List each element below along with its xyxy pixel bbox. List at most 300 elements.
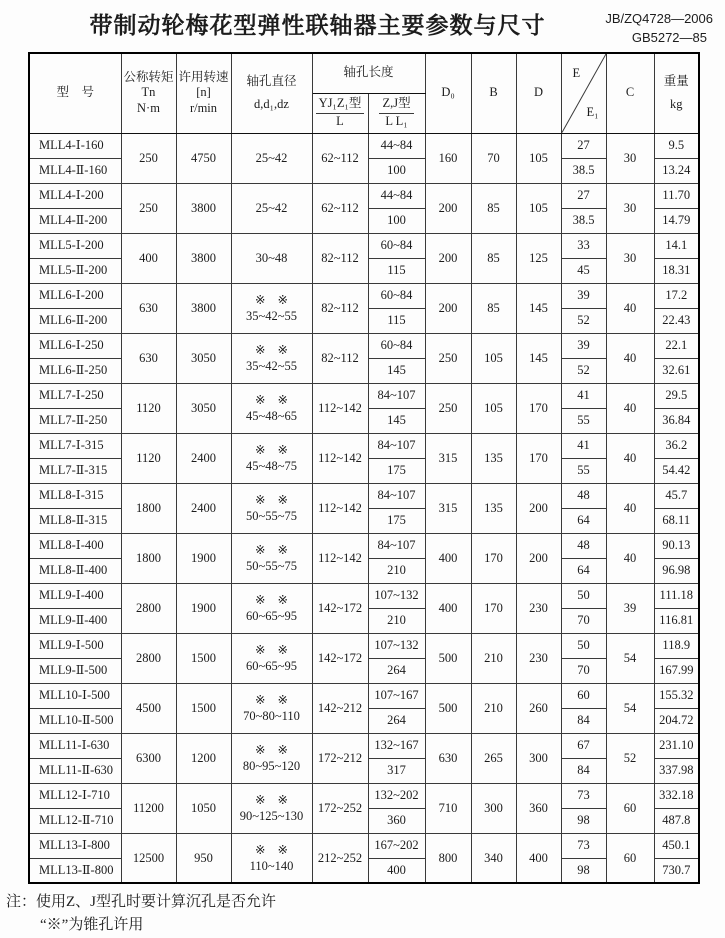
weight-cell: 116.81 [654,608,699,633]
speed-symbol: [n] [196,85,211,100]
speed-cell: 3800 [176,183,231,233]
yj-length-cell: 142~212 [312,683,368,733]
b-cell: 70 [471,133,516,183]
c-cell: 60 [606,783,654,833]
weight-cell: 32.61 [654,358,699,383]
e1-cell: 52 [561,308,606,333]
zj-length-cell: 210 [368,558,425,583]
bore-diameter-range: 30~48 [255,250,288,265]
model-cell: MLL6-Ⅰ-200 [29,283,121,308]
torque-cell: 6300 [121,733,176,783]
zj-length-cell: 60~84 [368,333,425,358]
model-cell: MLL7-Ⅱ-250 [29,408,121,433]
c-cell: 40 [606,533,654,583]
zj-length-cell: 264 [368,708,425,733]
taper-bore-marks: ※ ※ [254,743,289,758]
b-cell: 170 [471,583,516,633]
speed-cell: 1500 [176,633,231,683]
zj-length-cell: 84~107 [368,533,425,558]
page-title: 带制动轮梅花型弹性联轴器主要参数与尺寸 [89,12,546,38]
zj-length-cell: 107~132 [368,583,425,608]
speed-unit: r/min [189,101,218,116]
torque-cell: 400 [121,233,176,283]
torque-cell: 250 [121,133,176,183]
d0-cell: 400 [425,533,471,583]
bore-diameter-cell [231,433,312,483]
taper-bore-marks: ※ ※ [254,293,289,308]
zj-length-cell: 132~202 [368,783,425,808]
weight-cell: 36.84 [654,408,699,433]
b-cell: 105 [471,333,516,383]
table-row [29,433,699,458]
weight-cell: 14.1 [654,233,699,258]
weight-cell: 68.11 [654,508,699,533]
torque-cell: 12500 [121,833,176,883]
model-cell: MLL11-Ⅱ-630 [29,758,121,783]
c-cell: 40 [606,433,654,483]
zj-length-cell: 132~167 [368,733,425,758]
weight-unit: kg [670,97,683,112]
e1-cell: 55 [561,458,606,483]
d-cell: 230 [516,583,561,633]
model-cell: MLL9-Ⅰ-500 [29,633,121,658]
yj-length-cell: 172~212 [312,733,368,783]
zj-length-cell: 360 [368,808,425,833]
b-cell: 135 [471,483,516,533]
zj-type-label: Z,J型 [379,96,413,114]
model-cell: MLL13-Ⅰ-800 [29,833,121,858]
model-cell: MLL5-Ⅱ-200 [29,258,121,283]
bore-diameter-range: 90~125~130 [239,809,304,824]
col-header-bore-length: 轴孔长度 [312,53,425,93]
table-row [29,683,699,708]
yj-length-cell: 62~112 [312,183,368,233]
weight-cell: 96.98 [654,558,699,583]
speed-cell: 1200 [176,733,231,783]
weight-cell: 11.70 [654,183,699,208]
zj-length-cell: 317 [368,758,425,783]
footnote-2: “※”为锥孔许用 [40,917,144,934]
model-cell: MLL8-Ⅱ-315 [29,508,121,533]
b-cell: 170 [471,533,516,583]
diagonal-divider-line [562,54,606,133]
table-row [29,483,699,508]
col-header-e-e1 [561,53,606,133]
d0-cell: 250 [425,383,471,433]
e1-cell: 84 [561,708,606,733]
d-cell: 105 [516,133,561,183]
c-cell: 39 [606,583,654,633]
e1-cell: 98 [561,808,606,833]
weight-cell: 332.18 [654,783,699,808]
bore-diameter-range: 50~55~75 [245,559,298,574]
col-header-zj-type [368,93,425,133]
model-cell: MLL10-Ⅰ-500 [29,683,121,708]
yj-type-label: YJ₁Z₁型 [316,96,365,114]
bore-diameter-range: 45~48~75 [245,459,298,474]
e-cell: 39 [561,333,606,358]
torque-cell: 4500 [121,683,176,733]
zj-length-cell: 60~84 [368,233,425,258]
model-cell: MLL4-Ⅰ-160 [29,133,121,158]
bore-diameter-range: 25~42 [255,200,288,215]
b-cell: 300 [471,783,516,833]
taper-bore-marks: ※ ※ [254,343,289,358]
yj-length-cell: 82~112 [312,283,368,333]
weight-cell: 155.32 [654,683,699,708]
zj-length-cell: 175 [368,458,425,483]
table-row [29,783,699,808]
weight-cell: 36.2 [654,433,699,458]
yj-length-symbol: L [336,114,344,128]
weight-cell: 231.10 [654,733,699,758]
bore-diameter-cell [231,383,312,433]
e1-cell: 70 [561,608,606,633]
e-cell: 27 [561,183,606,208]
table-row [29,533,699,558]
d0-cell: 160 [425,133,471,183]
c-cell: 40 [606,333,654,383]
zj-length-cell: 167~202 [368,833,425,858]
d-cell: 300 [516,733,561,783]
model-cell: MLL7-Ⅰ-250 [29,383,121,408]
e-cell: 27 [561,133,606,158]
model-cell: MLL9-Ⅱ-500 [29,658,121,683]
b-cell: 265 [471,733,516,783]
c-cell: 52 [606,733,654,783]
c-cell: 40 [606,383,654,433]
bore-diameter-range: 35~42~55 [245,359,298,374]
torque-cell: 2800 [121,583,176,633]
speed-cell: 1900 [176,583,231,633]
table-row [29,833,699,858]
speed-cell: 3800 [176,233,231,283]
bore-diameter-range: 60~65~95 [245,609,298,624]
zj-length-cell: 210 [368,608,425,633]
zj-length-cell: 44~84 [368,183,425,208]
model-cell: MLL8-Ⅱ-400 [29,558,121,583]
model-cell: MLL6-Ⅱ-200 [29,308,121,333]
bore-diameter-range: 70~80~110 [243,709,300,724]
speed-cell: 1050 [176,783,231,833]
bore-diameter-symbols: d,d₁,dz [254,97,289,112]
model-cell: MLL7-Ⅱ-315 [29,458,121,483]
c-cell: 30 [606,183,654,233]
zj-length-cell: 60~84 [368,283,425,308]
zj-length-cell: 100 [368,158,425,183]
zj-length-cell: 175 [368,508,425,533]
bore-diameter-cell [231,733,312,783]
d0-cell: 630 [425,733,471,783]
speed-cell: 1500 [176,683,231,733]
b-cell: 135 [471,433,516,483]
torque-cell: 630 [121,333,176,383]
zj-length-cell: 100 [368,208,425,233]
bore-diameter-cell [231,483,312,533]
zj-length-cell: 115 [368,258,425,283]
b-cell: 105 [471,383,516,433]
model-cell: MLL12-Ⅰ-710 [29,783,121,808]
e1-cell: 64 [561,508,606,533]
e-cell: 48 [561,533,606,558]
weight-cell: 118.9 [654,633,699,658]
d0-cell: 200 [425,283,471,333]
c-cell: 60 [606,833,654,883]
col-header-d: D [516,53,561,133]
torque-label: 公称转矩 [123,69,174,84]
weight-cell: 45.7 [654,483,699,508]
e1-cell: 38.5 [561,208,606,233]
torque-cell: 11200 [121,783,176,833]
yj-length-cell: 112~142 [312,533,368,583]
torque-cell: 250 [121,183,176,233]
col-header-d0: D₀ [425,53,471,133]
d-cell: 170 [516,433,561,483]
model-cell: MLL8-Ⅰ-315 [29,483,121,508]
c-cell: 54 [606,683,654,733]
e1-cell: 70 [561,658,606,683]
footnotes [6,891,725,938]
d-cell: 400 [516,833,561,883]
zj-length-cell: 264 [368,658,425,683]
speed-cell: 950 [176,833,231,883]
taper-bore-marks: ※ ※ [254,793,289,808]
speed-cell: 1900 [176,533,231,583]
zj-length-cell: 84~107 [368,483,425,508]
b-cell: 85 [471,183,516,233]
table-body [29,133,699,883]
weight-cell: 9.5 [654,133,699,158]
weight-cell: 111.18 [654,583,699,608]
e1-cell: 38.5 [561,158,606,183]
weight-cell: 54.42 [654,458,699,483]
col-header-yj-type [312,93,368,133]
table-row [29,333,699,358]
model-cell: MLL9-Ⅰ-400 [29,583,121,608]
e1-cell: 52 [561,358,606,383]
zj-length-cell: 107~132 [368,633,425,658]
yj-length-cell: 112~142 [312,383,368,433]
b-cell: 210 [471,633,516,683]
e-label: E [572,66,581,80]
e-cell: 50 [561,583,606,608]
bore-diameter-cell [231,583,312,633]
speed-cell: 3050 [176,333,231,383]
table-row [29,583,699,608]
d-cell: 145 [516,333,561,383]
taper-bore-marks: ※ ※ [254,843,289,858]
yj-length-cell: 212~252 [312,833,368,883]
bore-diameter-cell [231,283,312,333]
d0-cell: 315 [425,483,471,533]
bore-diameter-range: 80~95~120 [242,759,301,774]
d0-cell: 250 [425,333,471,383]
weight-cell: 22.43 [654,308,699,333]
d-cell: 200 [516,533,561,583]
e1-cell: 64 [561,558,606,583]
col-header-torque [121,53,176,133]
model-cell: MLL9-Ⅱ-400 [29,608,121,633]
taper-bore-marks: ※ ※ [254,443,289,458]
col-header-b: B [471,53,516,133]
bore-diameter-range: 50~55~75 [245,509,298,524]
taper-bore-marks: ※ ※ [254,643,289,658]
weight-cell: 29.5 [654,383,699,408]
taper-bore-marks: ※ ※ [254,693,289,708]
weight-cell: 13.24 [654,158,699,183]
bore-diameter-cell [231,833,312,883]
model-cell: MLL4-Ⅰ-200 [29,183,121,208]
zj-length-cell: 145 [368,408,425,433]
zj-length-cell: 145 [368,358,425,383]
weight-cell: 450.1 [654,833,699,858]
bore-diameter-cell [231,533,312,583]
c-cell: 40 [606,483,654,533]
e-cell: 33 [561,233,606,258]
d-cell: 260 [516,683,561,733]
model-cell: MLL4-Ⅱ-160 [29,158,121,183]
speed-label: 许用转速 [178,69,229,84]
col-header-weight [654,53,699,133]
torque-cell: 1800 [121,483,176,533]
torque-cell: 1800 [121,533,176,583]
taper-bore-marks: ※ ※ [254,543,289,558]
col-header-bore-diameter [231,53,312,133]
weight-cell: 18.31 [654,258,699,283]
weight-cell: 167.99 [654,658,699,683]
e-cell: 73 [561,783,606,808]
parameters-table [28,52,700,884]
d0-cell: 400 [425,583,471,633]
table-row [29,233,699,258]
table-row [29,183,699,208]
d0-cell: 710 [425,783,471,833]
yj-length-cell: 82~112 [312,333,368,383]
bore-diameter-cell [231,333,312,383]
table-row [29,383,699,408]
torque-symbol: Tn [141,85,156,100]
yj-length-cell: 142~172 [312,583,368,633]
weight-label: 重量 [663,73,689,88]
d-cell: 105 [516,183,561,233]
speed-cell: 3050 [176,383,231,433]
model-cell: MLL6-Ⅰ-250 [29,333,121,358]
header-bar [0,0,725,52]
model-cell: MLL8-Ⅰ-400 [29,533,121,558]
b-cell: 85 [471,233,516,283]
c-cell: 40 [606,283,654,333]
e-cell: 39 [561,283,606,308]
b-cell: 340 [471,833,516,883]
torque-cell: 2800 [121,633,176,683]
col-header-model: 型 号 [29,53,121,133]
e1-cell: 45 [561,258,606,283]
c-cell: 30 [606,133,654,183]
yj-length-cell: 82~112 [312,233,368,283]
d0-cell: 500 [425,633,471,683]
c-cell: 54 [606,633,654,683]
bore-diameter-cell [231,783,312,833]
weight-cell: 487.8 [654,808,699,833]
table-header [29,53,699,133]
e-cell: 41 [561,383,606,408]
bore-diameter-range: 35~42~55 [245,309,298,324]
e-cell: 67 [561,733,606,758]
b-cell: 85 [471,283,516,333]
d-cell: 170 [516,383,561,433]
d-cell: 145 [516,283,561,333]
bore-diameter-cell [231,133,312,183]
standard-number-1: JB/ZQ4728—2006 [605,11,713,26]
torque-unit: N·m [137,101,160,116]
bore-diameter-range: 60~65~95 [245,659,298,674]
d0-cell: 200 [425,183,471,233]
model-cell: MLL5-Ⅰ-200 [29,233,121,258]
torque-cell: 1120 [121,383,176,433]
yj-length-cell: 142~172 [312,633,368,683]
speed-cell: 4750 [176,133,231,183]
table-row [29,283,699,308]
bore-diameter-range: 45~48~65 [245,409,298,424]
zj-length-cell: 84~107 [368,433,425,458]
e1-cell: 98 [561,858,606,883]
model-cell: MLL4-Ⅱ-200 [29,208,121,233]
weight-cell: 14.79 [654,208,699,233]
bore-diameter-cell [231,633,312,683]
zj-length-cell: 44~84 [368,133,425,158]
d0-cell: 200 [425,233,471,283]
e1-label: E₁ [586,104,599,119]
zj-length-cell: 400 [368,858,425,883]
table-row [29,633,699,658]
zj-length-cell: 107~167 [368,683,425,708]
taper-bore-marks: ※ ※ [254,493,289,508]
col-header-speed [176,53,231,133]
d-cell: 360 [516,783,561,833]
standard-number-2: GB5272—85 [631,29,707,45]
zj-length-symbol: L L₁ [385,114,408,128]
yj-length-cell: 62~112 [312,133,368,183]
zj-length-cell: 84~107 [368,383,425,408]
weight-cell: 337.98 [654,758,699,783]
standards-block [565,7,713,48]
torque-cell: 630 [121,283,176,333]
bore-diameter-cell [231,683,312,733]
d0-cell: 800 [425,833,471,883]
col-header-c: C [606,53,654,133]
speed-cell: 3800 [176,283,231,333]
weight-cell: 90.13 [654,533,699,558]
taper-bore-marks: ※ ※ [254,593,289,608]
d-cell: 125 [516,233,561,283]
table-row [29,733,699,758]
bore-diameter-cell [231,233,312,283]
e-cell: 60 [561,683,606,708]
d-cell: 200 [516,483,561,533]
speed-cell: 2400 [176,483,231,533]
yj-length-cell: 172~252 [312,783,368,833]
e1-cell: 55 [561,408,606,433]
bore-diameter-range: 110~140 [249,859,294,873]
taper-bore-marks: ※ ※ [254,393,289,408]
yj-length-cell: 112~142 [312,483,368,533]
bore-diameter-label: 轴孔直径 [246,73,297,88]
footnote-1: 注：使用Z、J型孔时要计算沉孔是否允许 [6,894,277,910]
e-cell: 50 [561,633,606,658]
e-cell: 48 [561,483,606,508]
model-cell: MLL7-Ⅰ-315 [29,433,121,458]
model-cell: MLL11-Ⅰ-630 [29,733,121,758]
